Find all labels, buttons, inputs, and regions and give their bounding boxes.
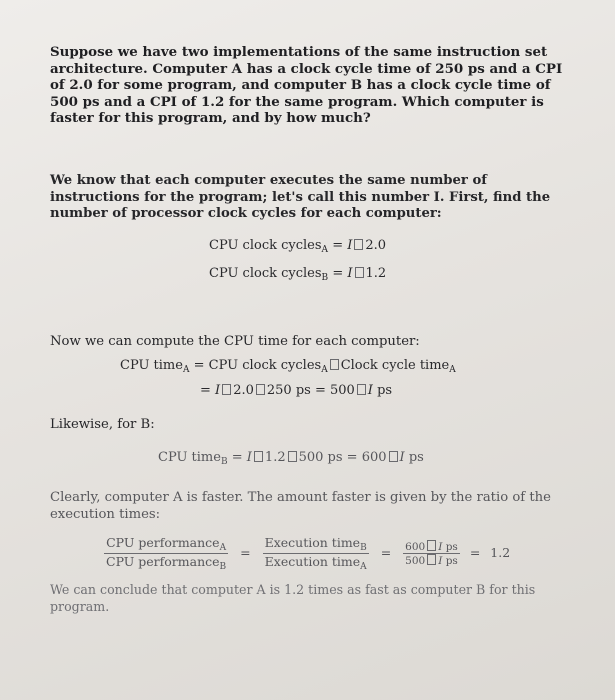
ratio-eq1: =	[240, 545, 251, 560]
exec-fraction	[263, 535, 369, 572]
time-a-line2	[200, 383, 392, 398]
time-a-line2-a: 2.0	[233, 383, 254, 398]
multiply-symbol	[427, 554, 436, 565]
ratio-eq2: =	[380, 545, 392, 560]
exec-numerator	[263, 535, 369, 554]
ratio-result: 1.2	[490, 545, 511, 560]
exec-denominator	[263, 554, 369, 572]
multiply-symbol	[288, 451, 297, 462]
perf-num-text: CPU performance	[106, 535, 220, 550]
exec-num-sub: B	[360, 543, 367, 553]
time-b-a: 1.2	[264, 450, 286, 465]
likewise-text: Likewise, for B:	[50, 417, 155, 432]
multiply-symbol	[256, 384, 265, 395]
time-a-line2-eq: =	[200, 383, 211, 398]
time-a-equation	[120, 358, 456, 375]
cycles-a-var: I	[347, 238, 353, 253]
multiply-symbol	[330, 359, 339, 370]
multiply-symbol	[389, 451, 398, 462]
cycles-b-lhs: CPU clock cycles	[209, 266, 322, 281]
multiply-symbol	[354, 239, 363, 250]
multiply-symbol	[254, 451, 263, 462]
ratio-eq3: =	[469, 545, 481, 560]
multiply-symbol	[222, 384, 231, 395]
cycles-b-rhs: 1.2	[365, 266, 387, 281]
cycles-b-equation	[209, 266, 386, 283]
time-b-sub: B	[220, 457, 228, 467]
conclusion-paragraph: We can conclude that computer A is 1.2 times as fast as computer B for this program.	[50, 582, 536, 614]
time-a-line2-unit: ps	[377, 383, 393, 398]
perf-fraction	[104, 535, 228, 572]
question-paragraph: Suppose we have two implementations of the same instruction set architecture. Computer A has a clock cycle time of 250 ps and a CPI of 2.0 for some program, and computer B has a clock cycle time of 500 ps and a CPI of 1.2 for the same program. Which computer is faster for this program, and by how much?	[50, 44, 563, 126]
value-denominator	[403, 554, 460, 567]
v-num: 600	[405, 541, 426, 553]
cpu-time-intro: Now we can compute the CPU time for each computer:	[50, 334, 420, 349]
cycles-b-eq: =	[332, 266, 344, 281]
cycles-a-rhs: 2.0	[365, 238, 387, 253]
time-a-line2-var: I	[215, 383, 221, 398]
time-a-eq: =	[193, 358, 205, 373]
time-b-var2: I	[399, 450, 405, 465]
perf-den-sub: B	[219, 562, 227, 572]
value-fraction	[403, 540, 460, 567]
cycles-b-var: I	[347, 266, 353, 281]
perf-den-text: CPU performance	[106, 554, 220, 569]
perf-num-sub: A	[219, 543, 227, 553]
time-a-line2-var2: I	[367, 383, 373, 398]
v-num-unit: ps	[445, 541, 458, 553]
time-a-sub: A	[182, 365, 190, 375]
time-b-var: I	[246, 450, 252, 465]
intro-paragraph: We know that each computer executes the same number of instructions for the program; let's call this number I. First, find the number of processor clock cycles for each computer:	[50, 173, 551, 221]
multiply-symbol	[357, 384, 366, 395]
ratio-equation	[104, 535, 510, 572]
perf-numerator	[104, 535, 228, 554]
v-den-var: I	[438, 555, 443, 567]
exec-den-text: Execution time	[264, 554, 361, 569]
v-den: 500	[405, 555, 426, 567]
time-b-unit: ps	[408, 450, 424, 465]
perf-denominator	[104, 554, 228, 572]
multiply-symbol	[427, 540, 436, 551]
time-b-equation	[158, 450, 424, 467]
time-a-rhs2: Clock cycle time	[340, 358, 450, 373]
v-num-var: I	[438, 541, 443, 553]
clearly-paragraph: Clearly, computer A is faster. The amount faster is given by the ratio of the execution times:	[50, 490, 551, 522]
time-b-lhs: CPU time	[158, 450, 221, 465]
cycles-a-sub: A	[321, 245, 329, 255]
time-a-rhs1: CPU clock cycles	[208, 358, 322, 373]
cycles-a-eq: =	[332, 238, 344, 253]
exec-num-text: Execution time	[264, 535, 361, 550]
value-numerator	[403, 540, 460, 554]
cycles-b-sub: B	[321, 273, 329, 283]
time-b-b: 500 ps = 600	[298, 450, 387, 465]
exec-den-sub: A	[360, 562, 367, 572]
v-den-unit: ps	[445, 555, 458, 567]
multiply-symbol	[355, 267, 364, 278]
time-a-rhs2-sub: A	[449, 365, 456, 375]
time-a-line2-b: 250 ps = 500	[266, 383, 355, 398]
cycles-a-equation	[209, 238, 386, 255]
time-b-eq: =	[231, 450, 243, 465]
cycles-a-lhs: CPU clock cycles	[209, 238, 322, 253]
time-a-rhs1-sub: A	[321, 365, 328, 375]
time-a-lhs: CPU time	[120, 358, 183, 373]
